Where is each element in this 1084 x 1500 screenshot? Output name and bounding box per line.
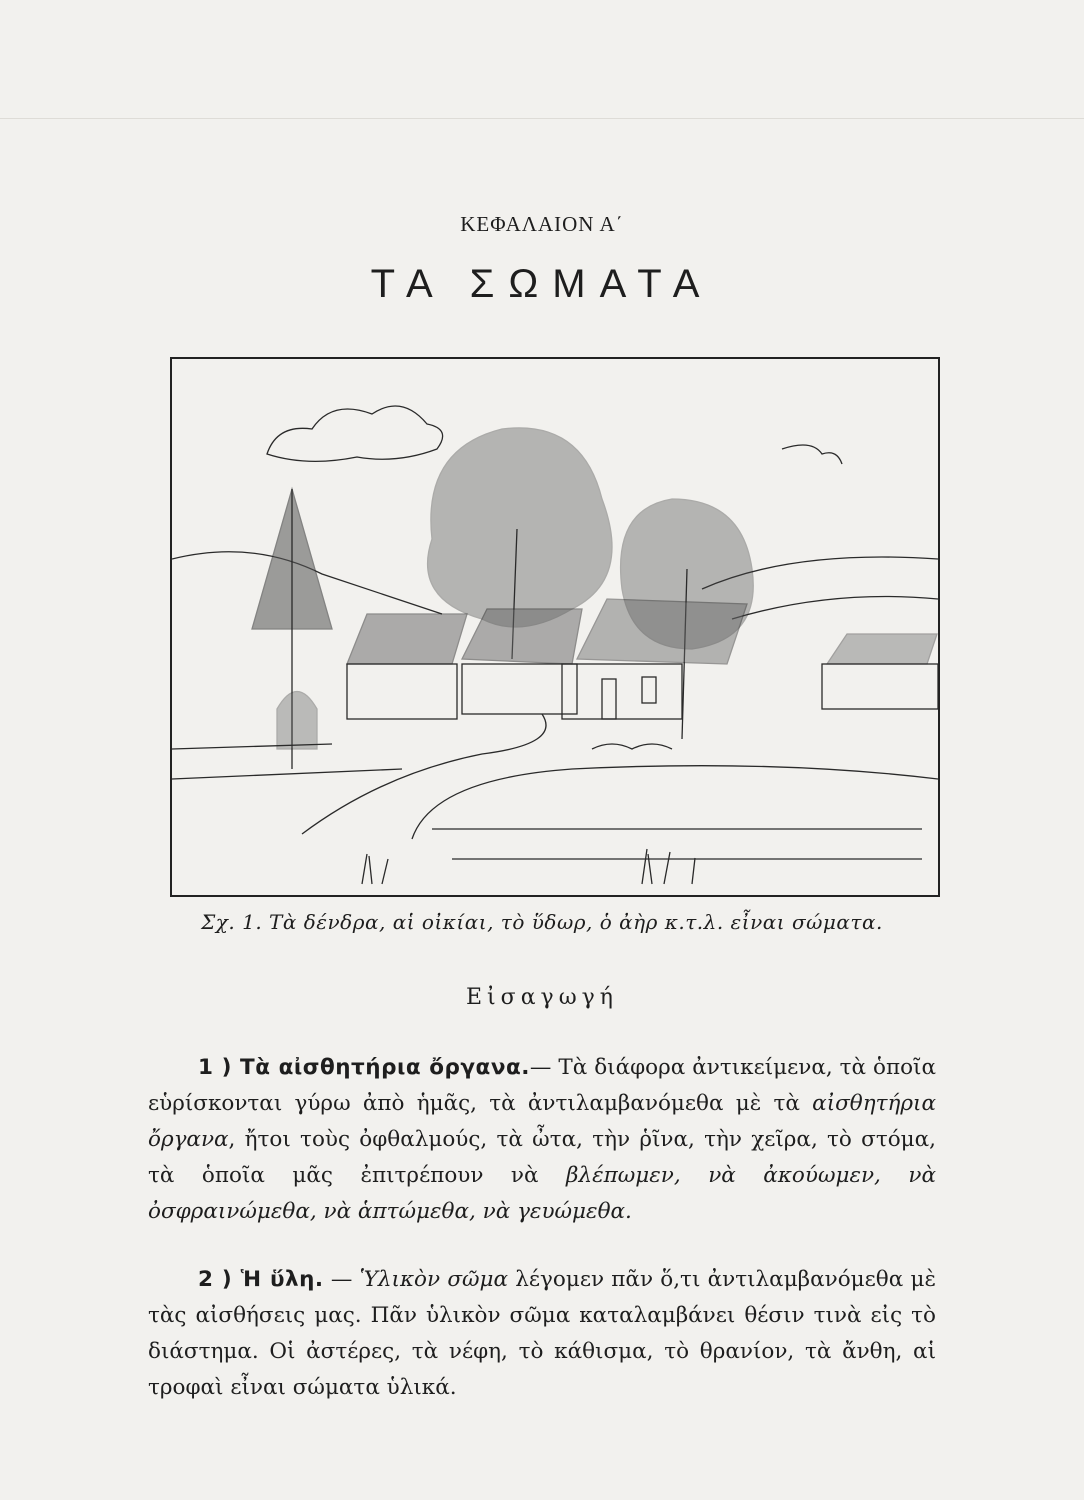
chapter-heading: ΚΕΦΑΛΑΙΟΝ Α΄: [460, 212, 624, 236]
paragraph-1-lead: 1 ) Τὰ αἰσθητήρια ὄργανα.: [198, 1055, 530, 1080]
paragraph-2-text-a: —: [323, 1267, 360, 1292]
village-landscape-icon: [172, 359, 938, 895]
paragraph-2-emph-a: Ὑλικὸν σῶμα: [359, 1267, 509, 1292]
paragraph-2: [148, 1262, 936, 1406]
paragraph-2-lead: 2 ) Ἡ ὕλη.: [198, 1267, 324, 1292]
figure-caption: Σχ. 1. Τὰ δένδρα, αἱ οἰκίαι, τὸ ὕδωρ, ὁ ἀὴρ κ.τ.λ. εἶναι σώματα.: [201, 910, 883, 934]
section-heading: Εἰσαγωγή: [466, 985, 618, 1010]
paragraph-2-text-b: λέγομεν πᾶν ὅ,τι ἀντιλαμβανόμεθα μὲ τὰς αἰσθήσεις μας. Πᾶν ὑλικὸν σῶμα καταλαμβάνει θέσιν τινὰ εἰς τὸ διάστημα. Οἱ ἀστέρες, τὰ νέφη, τὸ κάθισμα, τὸ θρανίον, τὰ ἄνθη, αἱ τροφαὶ εἶναι σώματα ὑλικά.: [148, 1267, 936, 1400]
paragraph-1-emph-b: βλέπωμεν, νὰ ἀκούωμεν, νὰ ὀσφραινώμεθα, νὰ ἁπτώμεθα, νὰ γευώμεθα.: [148, 1163, 936, 1224]
bleed-through-line: [0, 118, 1084, 119]
page-title: ΤΑ ΣΩΜΑΤΑ: [370, 262, 714, 306]
paragraph-1-emph-a: αἰσθητήρια ὄργανα: [148, 1091, 936, 1152]
figure-illustration: [170, 357, 940, 897]
paragraph-1: [148, 1050, 936, 1230]
paragraph-1-text-a: — Τὰ διάφορα ἀντικείμενα, τὰ ὁποῖα εὑρίσκονται γύρω ἀπὸ ἡμᾶς, τὰ ἀντιλαμβανόμεθα μὲ τὰ: [148, 1055, 936, 1116]
paragraph-1-text-b: , ἤτοι τοὺς ὀφθαλμούς, τὰ ὦτα, τὴν ῥῖνα, τὴν χεῖρα, τὸ στόμα, τὰ ὁποῖα μᾶς ἐπιτρέπουν νὰ: [148, 1127, 936, 1188]
